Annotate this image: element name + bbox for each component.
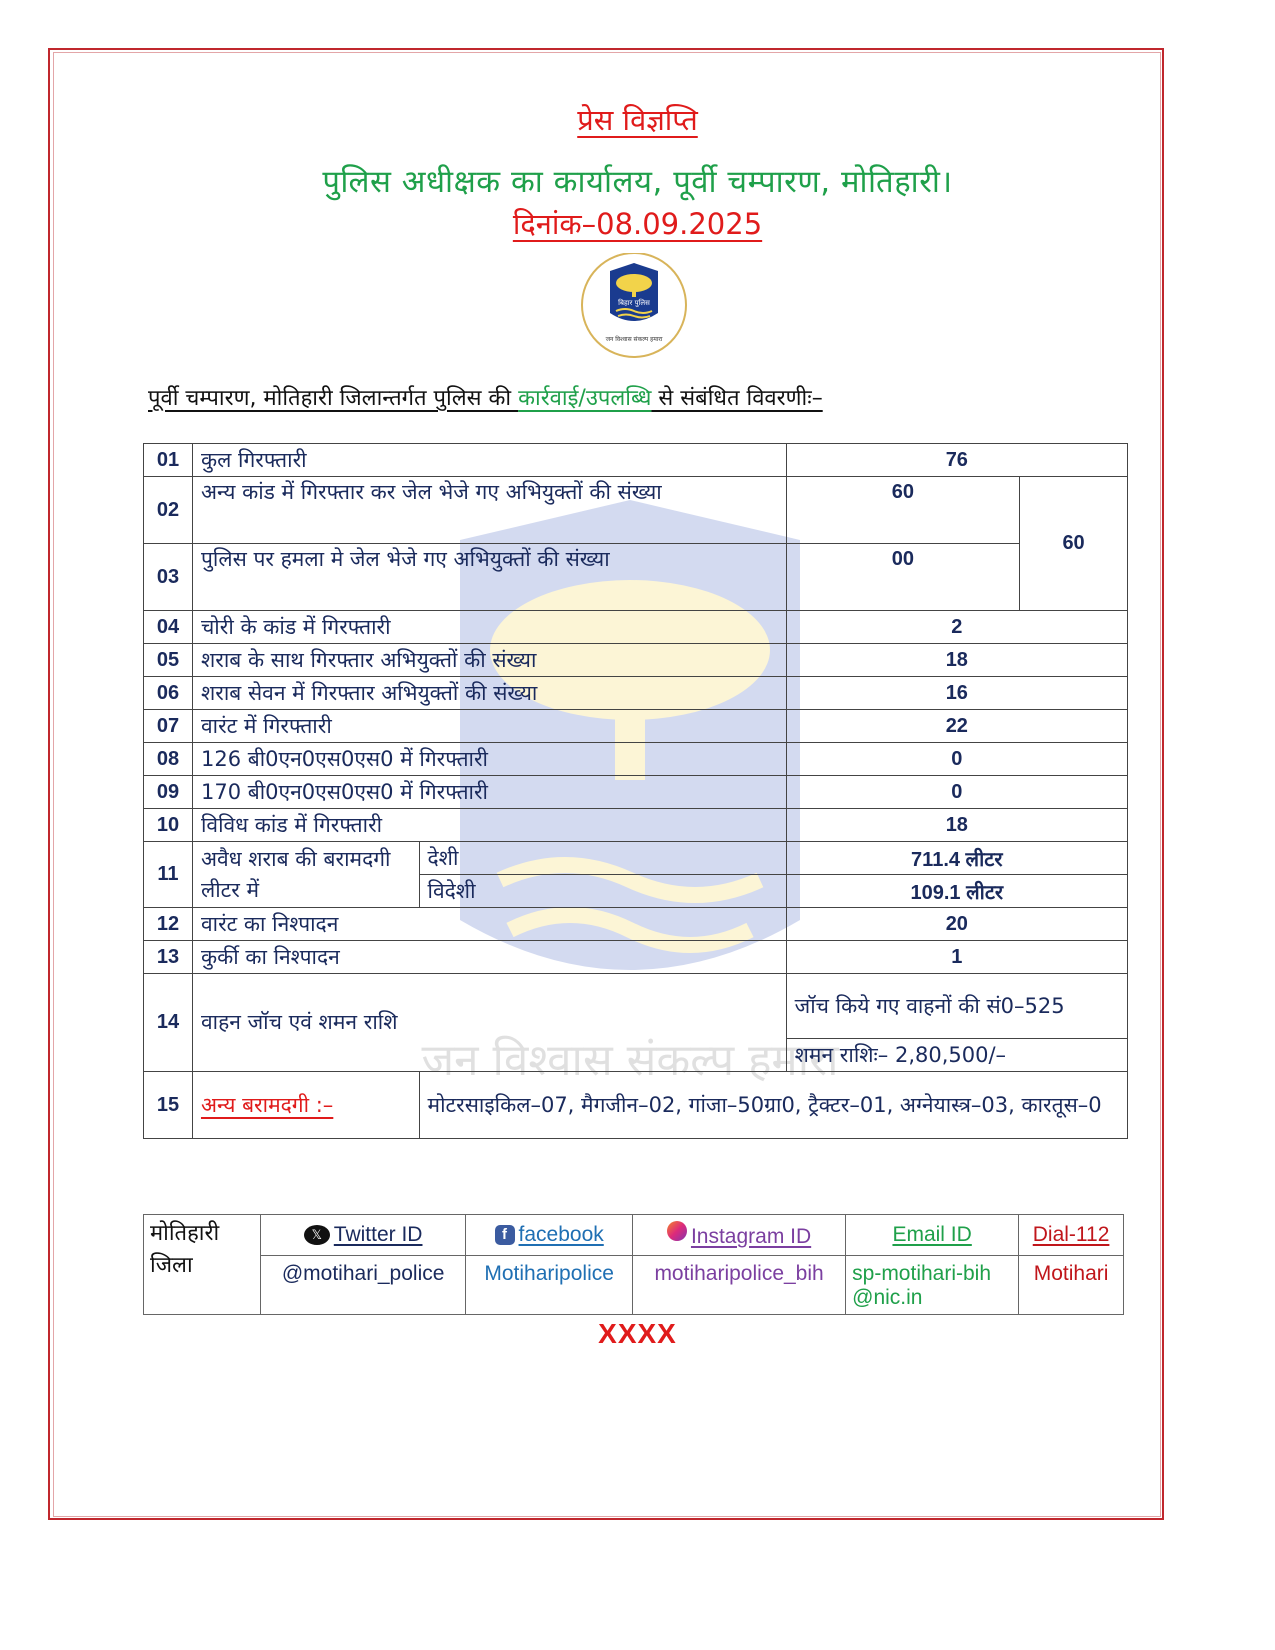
table-row: 03 पुलिस पर हमला मे जेल भेजे गए अभियुक्तों की संख्या 00 (144, 544, 1128, 611)
table-row: 11 अवैध शराब की बरामदगी लीटर में देशी 711.4 लीटर (144, 842, 1128, 875)
instagram-header[interactable]: Instagram ID (633, 1215, 846, 1256)
press-release-title: प्रेस विज्ञप्ति (577, 103, 698, 137)
email-header[interactable]: Email ID (846, 1215, 1019, 1256)
table-row: विदेशी 109.1 लीटर (144, 875, 1128, 908)
other-recovery-label: अन्य बरामदगी :– (200, 1092, 334, 1117)
summary-heading: पूर्वी चम्पारण, मोतिहारी जिलान्तर्गत पुलिस की कार्रवाई/उपलब्धि से संबंधित विवरणीः– (148, 386, 823, 411)
twitter-header[interactable]: 𝕏 Twitter ID (261, 1215, 466, 1256)
instagram-handle[interactable]: motiharipolice_bih (633, 1256, 846, 1315)
table-row: 14 वाहन जॉच एवं शमन राशि जॉच किये गए वाहनों की सं0–525 (144, 974, 1128, 1039)
table-row: 07 वारंट में गिरफ्तारी 22 (144, 710, 1128, 743)
twitter-handle[interactable]: @motihari_police (261, 1256, 466, 1315)
end-mark: XXXX (598, 1318, 677, 1349)
table-row: 02 अन्य कांड में गिरफ्तार कर जेल भेजे गए अभियुक्तों की संख्या 60 60 (144, 477, 1128, 544)
facebook-icon: f (495, 1225, 515, 1245)
district-name: मोतिहारी जिला (144, 1215, 261, 1315)
email-address[interactable]: sp-motihari-bih@nic.in (846, 1256, 1019, 1315)
table-row: 10 विविध कांड में गिरफ्तारी 18 (144, 809, 1128, 842)
table-row: 01 कुल गिरफ्तारी 76 (144, 444, 1128, 477)
facebook-handle[interactable]: Motiharipolice (466, 1256, 633, 1315)
table-row: 04 चोरी के कांड में गिरफ्तारी 2 (144, 611, 1128, 644)
table-row: 05 शराब के साथ गिरफ्तार अभियुक्तों की संख्या 18 (144, 644, 1128, 677)
contact-table (143, 1214, 1124, 1315)
table-row: 12 वारंट का निश्पादन 20 (144, 908, 1128, 941)
office-name: पुलिस अधीक्षक का कार्यालय, पूर्वी चम्पारण, मोतिहारी। (322, 164, 953, 200)
table-row: 15 अन्य बरामदगी :– मोटरसाइकिल–07, मैगजीन–02, गांजा–50ग्रा0, ट्रैक्टर–01, अग्नेयास्त्र–03, कारतूस–0 (144, 1072, 1128, 1139)
table-row: 13 कुर्की का निश्पादन 1 (144, 941, 1128, 974)
action-highlight: कार्रवाई/उपलब्धि (518, 386, 652, 411)
action-summary-table (143, 443, 1128, 1139)
facebook-header[interactable]: f facebook (466, 1215, 633, 1256)
x-icon: 𝕏 (304, 1225, 330, 1245)
table-row: 08 126 बी0एन0एस0एस0 में गिरफ्तारी 0 (144, 743, 1128, 776)
bihar-police-emblem-icon (578, 253, 690, 361)
table-row: शमन राशिः– 2,80,500/– (144, 1039, 1128, 1072)
combined-count: 60 (1020, 477, 1128, 611)
table-row: 09 170 बी0एन0एस0एस0 में गिरफ्तारी 0 (144, 776, 1128, 809)
dial-location: Motihari (1019, 1256, 1124, 1315)
watermark-text: जन विश्वास संकल्प हमारा (421, 1035, 839, 1086)
svg-text:बिहार पुलिस: बिहार पुलिस (618, 299, 650, 307)
release-date: दिनांक–08.09.2025 (512, 207, 763, 241)
dial-header[interactable]: Dial-112 (1019, 1215, 1124, 1256)
instagram-icon (667, 1221, 687, 1241)
table-row: 06 शराब सेवन में गिरफ्तार अभियुक्तों की संख्या 16 (144, 677, 1128, 710)
svg-text:जन विश्वास संकल्प हमारा: जन विश्वास संकल्प हमारा (605, 336, 663, 343)
